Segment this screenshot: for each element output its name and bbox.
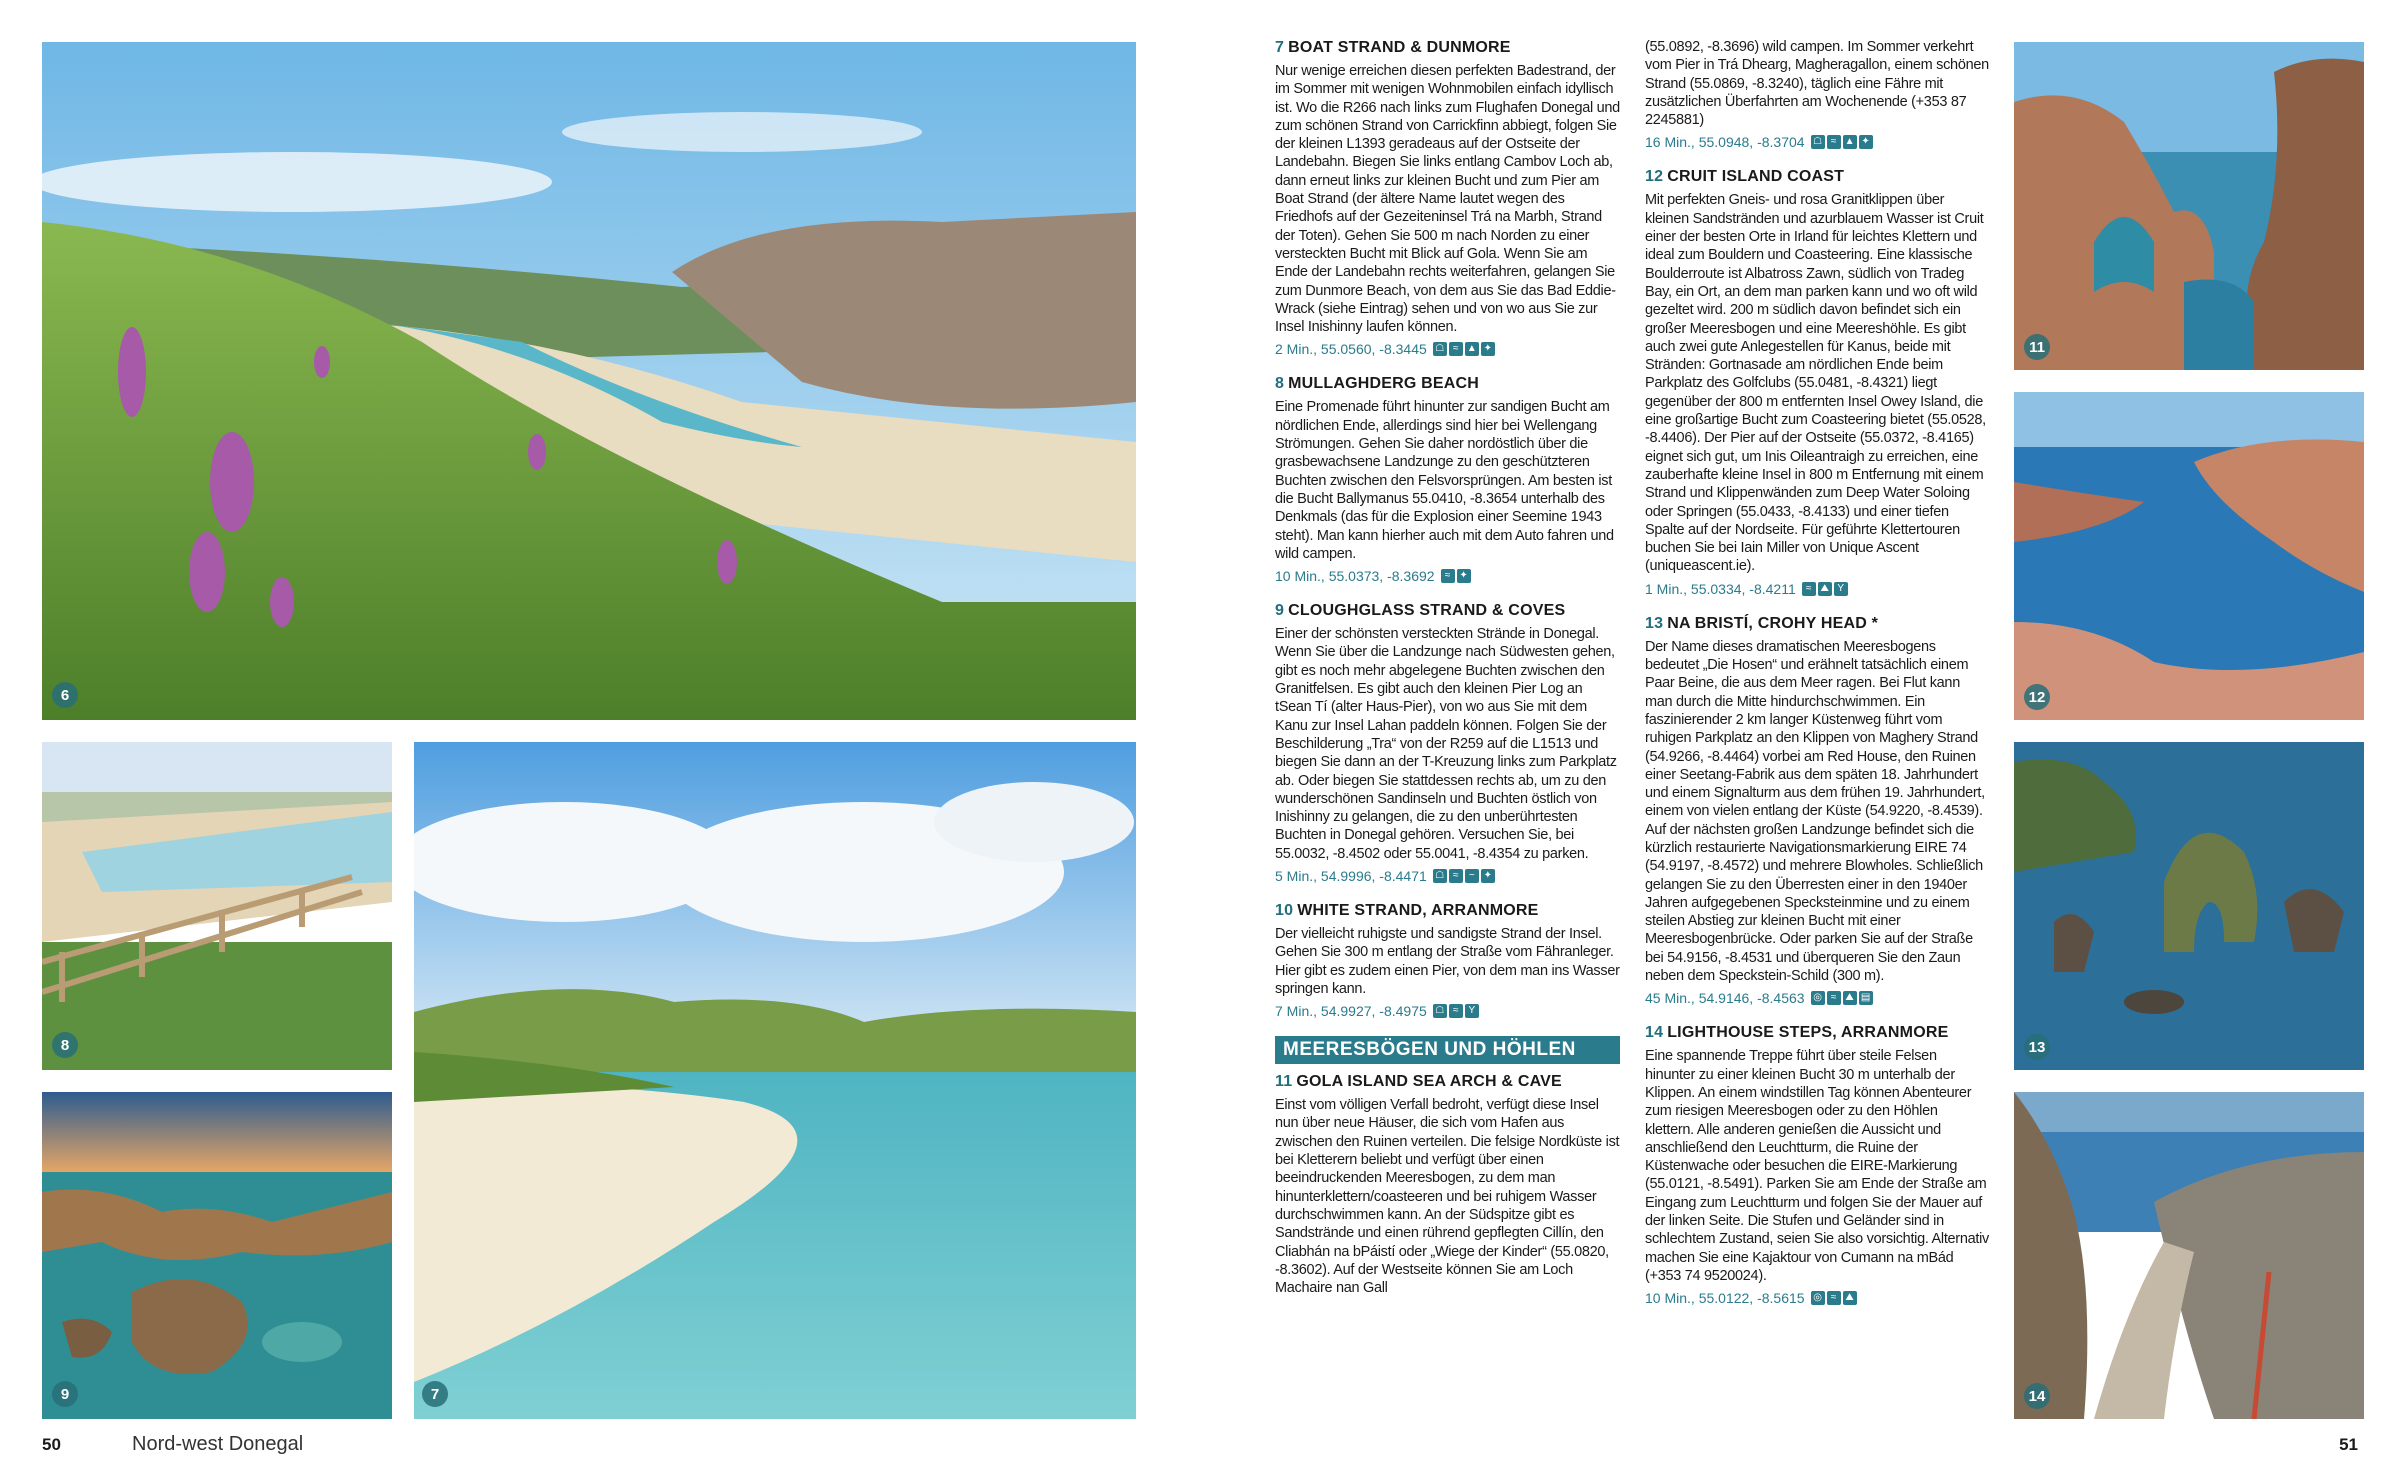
entry-10 <box>1275 901 1620 1020</box>
swim-icon: ≈ <box>1449 1004 1463 1018</box>
food-icon: Y <box>1834 582 1848 596</box>
entry-meta: 10 Min., 55.0122, -8.5615 ◎ ≈ ⛰ <box>1645 1289 1990 1307</box>
entry-heading: 8 MULLAGHDERG BEACH <box>1275 375 1480 393</box>
entry-heading: 13 NA BRISTÍ, CROHY HEAD * <box>1645 614 1879 632</box>
walk-icon: ☖ <box>1433 869 1447 883</box>
entry-heading: 11 GOLA ISLAND SEA ARCH & CAVE <box>1275 1073 1562 1091</box>
kayak-icon: ~ <box>1465 869 1479 883</box>
photo-number-badge: 14 <box>2024 1383 2050 1409</box>
swim-icon: ≈ <box>1827 1291 1841 1305</box>
chapter-title: Nord-west Donegal <box>132 1433 304 1455</box>
photo-9-aerial-islands <box>42 1092 392 1419</box>
entry-text: Der vielleicht ruhigste und sandigste Strand der Insel. Gehen Sie 300 m entlang der Straße vom Fähranleger. Hier gibt es zudem einen Pier, von dem man ins Wasser springen kann. <box>1275 925 1620 997</box>
amenity-icons <box>1433 342 1495 356</box>
entry-heading: 10 WHITE STRAND, ARRANMORE <box>1275 901 1539 919</box>
entry-text: Mit perfekten Gneis- und rosa Granitklippen über kleinen Sandstränden und azurblauem Wasser ist Cruit einer der besten Orte in Irland für leichtes Klettern und ideal zum Bouldern und Coasteering. Eine klassische Boulderroute ist Albatross Zawn, südlich von Tradeg Bay, ein Ort, an dem man parken kann und wo oft wild gezeltet wird. 200 m südlich davon befindet sich ein großer Meeresbogen und eine Meereshöhle. Es gibt auch zwei gute Anlegestellen für Kanus, beide mit Stränden: Gortnasade am nördlichen Ende beim Parkplatz des Golfclubs (55.0481, -8.4321) liegt gegenüber der 800 m entfernten Insel Owey Island, die eine großartige Bucht zum Coasteering bietet (55.0528, -8.4406). Der Pier auf der Ostseite (55.0372, -8.4165) eignet sich gut, um Inis Oileantraigh zu erreichen, eine zauberhafte kleine Insel in 800 m Entfernung mit einem Strand und Klippenwänden zum Deep Water Soloing oder Springen (55.0433, -8.4133) und einer tiefen Spalte auf der Nordseite. Für geführte Klettertouren buchen Sie bei Iain Miller von Unique Ascent (uniqueascent.ie). <box>1645 192 1986 575</box>
swim-icon: ≈ <box>1449 869 1463 883</box>
entry-heading: 14 LIGHTHOUSE STEPS, ARRANMORE <box>1645 1024 1949 1042</box>
entry-meta: 16 Min., 55.0948, -8.3704 ☖ ≈ ▲ ✦ <box>1645 133 1990 151</box>
text-column-right <box>1645 38 1990 1323</box>
climb-icon: ⛰ <box>1818 582 1832 596</box>
photo-12-cruit-rocks <box>2014 392 2364 720</box>
photo-6-dunes-orchids <box>42 42 1136 720</box>
photo-number-badge: 11 <box>2024 334 2050 360</box>
entry-11-continued <box>1645 38 1990 151</box>
map-icon: ▤ <box>1859 991 1873 1005</box>
amenity-icons <box>1441 569 1471 583</box>
photo-11-sea-arch <box>2014 42 2364 370</box>
photo-number-badge: 13 <box>2024 1034 2050 1060</box>
amenity-icons <box>1433 869 1495 883</box>
text-column-left <box>1275 38 1620 1313</box>
swim-icon: ≈ <box>1827 135 1841 149</box>
climb-icon: ⛰ <box>1843 1291 1857 1305</box>
view-icon: ✦ <box>1859 135 1873 149</box>
entry-meta: 7 Min., 54.9927, -8.4975 ☖ ≈ Y <box>1275 1002 1620 1020</box>
entry-text: Eine Promenade führt hinunter zur sandigen Bucht am nördlichen Ende, allerdings sind hier bei Wellengang Strömungen. Gehen Sie daher nordöstlich über die grasbewachsene Landzunge zu den geschützteren Buchten zwischen den Felsvorsprüngen. Am besten ist die Bucht Ballymanus 55.0410, -8.3654 unterhalb des Denkmals (das für die Explosion einer Seemine 1943 steht). Man kann hierher auch mit dem Auto fahren und wild campen. <box>1275 399 1614 562</box>
entry-12 <box>1645 167 1990 597</box>
climb-icon: ⛰ <box>1843 991 1857 1005</box>
view-icon: ✦ <box>1457 569 1471 583</box>
entry-9 <box>1275 601 1620 885</box>
entry-text: Eine spannende Treppe führt über steile Felsen hinunter zu einer kleinen Bucht 30 m unterhalb der Klippen. An einem windstillen Tag können Abenteurer zum riesigen Meeresbogen oder zu den Höhlen klettern. Alle anderen genießen die Aussicht und anschließend den Leuchtturm, die Ruine der Küstenwache oder besuchen die EIRE-Markierung (55.0121, -8.5491). Parken Sie am Ende der Straße am Eingang zum Leuchtturm und folgen Sie der Mauer auf der linken Seite. Die Stufen und Geländer sind in schlechtem Zustand, seien Sie also vorsichtig. Alternativ machen Sie eine Kajaktour von Cumann na mBád (+353 74 9520024). <box>1645 1048 1989 1284</box>
walk-icon: ☖ <box>1811 135 1825 149</box>
entry-13 <box>1645 614 1990 1008</box>
photo-number-badge: 8 <box>52 1032 78 1058</box>
photo-13-na-bristi <box>2014 742 2364 1070</box>
photo-number-badge: 7 <box>422 1381 448 1407</box>
entry-7 <box>1275 38 1620 358</box>
camp-icon: ▲ <box>1465 342 1479 356</box>
section-banner: MEERESBÖGEN UND HÖHLEN <box>1275 1036 1620 1064</box>
entry-text: Einst vom völligen Verfall bedroht, verfügt diese Insel nun über neue Häuser, die sich vom Hafen aus zwischen den Ruinen verteilen. Die felsige Nordküste ist bei Kletterern beliebt und verfügt über einen beeindruckenden Meeresbogen, zu dem man hinunterklettern/coasteeren und bei ruhigem Wasser durchschwimmen kann. An der Südspitze gibt es Sandstrände und einen rührend gepflegten Cillín, den Cliabhán na bPáistí oder „Wiege der Kinder“ (55.0820, -8.3602). Auf der Westseite können Sie am Loch Machaire nan Gall <box>1275 1097 1620 1297</box>
entry-meta: 2 Min., 55.0560, -8.3445 ☖ ≈ ▲ ✦ <box>1275 340 1620 358</box>
view-icon: ✦ <box>1481 869 1495 883</box>
walk-icon: ☖ <box>1433 1004 1447 1018</box>
photo-number-badge: 9 <box>52 1381 78 1407</box>
entry-text: Der Name dieses dramatischen Meeresbogens bedeutet „Die Hosen“ und erähnelt tatsächlich einem Paar Beine, die aus dem Meer ragen. Bei Flut kann man durch die Mitte hindurchschwimmen. Ein faszinierender 2 km langer Küstenweg führt vom ruhigen Parkplatz an den Klippen von Maghery Strand (54.9266, -8.4464) vorbei am Red House, den Ruinen einer Seetang-Fabrik aus dem späten 18. Jahrhundert und einem Signalturm aus dem frühen 19. Jahrhundert, einem von vielen entlang der Küste (54.9220, -8.4539). Auf der nächsten großen Landzunge befindet sich die kürzlich restaurierte Navigationsmarkierung EIRE 74 (54.9197, -8.4572) und mehrere Blowholes. Schließlich gelangen Sie zu den Überresten einer in den 1940er Jahren aufgegebenen Specksteinmine und zu einem steilen Abstieg zur kleinen Bucht mit einer Meeresbogenbrücke. Oder parken Sie auf der Straße bei 54.9156, -8.4531 und überqueren Sie den Zaun neben dem Speckstein-Schild (300 m). <box>1645 638 1985 985</box>
swim-icon: ≈ <box>1441 569 1455 583</box>
entry-text: (55.0892, -8.3696) wild campen. Im Sommer verkehrt vom Pier in Trá Dhearg, Magheragallon, einem schönen Strand (55.0869, -8.3240), täglich eine Fähre mit zusätzlichen Überfahrten am Wochenende (+353 87 2245881) <box>1645 39 1989 129</box>
photo-number-badge: 6 <box>52 682 78 708</box>
camp-icon: ▲ <box>1843 135 1857 149</box>
swim-icon: ≈ <box>1827 991 1841 1005</box>
page-number-right: 51 <box>2339 1435 2358 1454</box>
walk-icon: ☖ <box>1433 342 1447 356</box>
entry-meta: 45 Min., 54.9146, -8.4563 ◎ ≈ ⛰ ▤ <box>1645 989 1990 1007</box>
amenity-icons <box>1811 991 1873 1005</box>
swim-icon: ≈ <box>1449 342 1463 356</box>
entry-8 <box>1275 374 1620 585</box>
search-icon: ◎ <box>1811 991 1825 1005</box>
entry-text: Einer der schönsten versteckten Strände in Donegal. Wenn Sie über die Landzunge nach Südwesten gehen, gibt es noch mehr abgelegene Buchten zwischen den Granitfelsen. Es gibt auch den kleinen Pier Log an tSean Tí (alter Haus-Pier), von wo aus Sie mit dem Kanu zur Insel Lahan paddeln können. Folgen Sie der Beschilderung „Tra“ von der R259 auf die L1513 und biegen Sie dann an der T-Kreuzung links zum Parkplatz ab. Oder biegen Sie stattdessen rechts ab, um zu den wunderschönen Sandinseln und Buchten östlich von Inishinny zu gelangen, die zu den unberührtesten Buchten in Donegal gehören. Versuchen Sie, bei 55.0032, -8.4502 oder 55.0041, -8.4354 zu parken. <box>1275 626 1617 862</box>
entry-14 <box>1645 1023 1990 1307</box>
photo-number-badge: 12 <box>2024 684 2050 710</box>
entry-meta: 1 Min., 55.0334, -8.4211 ≈ ⛰ Y <box>1645 580 1990 598</box>
photo-8-boardwalk <box>42 742 392 1070</box>
food-icon: Y <box>1465 1004 1479 1018</box>
entry-heading: 9 CLOUGHGLASS STRAND & COVES <box>1275 602 1566 620</box>
amenity-icons <box>1811 135 1873 149</box>
amenity-icons <box>1433 1004 1479 1018</box>
swim-icon: ≈ <box>1802 582 1816 596</box>
photo-7-white-beach <box>414 742 1136 1419</box>
photo-14-lighthouse-steps <box>2014 1092 2364 1419</box>
amenity-icons <box>1811 1291 1857 1305</box>
entry-meta: 5 Min., 54.9996, -8.4471 ☖ ≈ ~ ✦ <box>1275 867 1620 885</box>
entry-meta: 10 Min., 55.0373, -8.3692 ≈ ✦ <box>1275 567 1620 585</box>
page-number-left: 50 <box>42 1435 61 1454</box>
entry-heading: 12 CRUIT ISLAND COAST <box>1645 168 1845 186</box>
search-icon: ◎ <box>1811 1291 1825 1305</box>
entry-heading: 7 BOAT STRAND & DUNMORE <box>1275 39 1511 56</box>
view-icon: ✦ <box>1481 342 1495 356</box>
entry-11 <box>1275 1072 1620 1297</box>
amenity-icons <box>1802 582 1848 596</box>
entry-text: Nur wenige erreichen diesen perfekten Badestrand, der im Sommer mit wenigen Wohnmobilen einfach idyllisch ist. Wo die R266 nach links zum Flughafen Donegal und zum schönen Strand von Carrickfinn abbiegt, folgen Sie der kleinen L1393 geradeaus auf der Ostseite der Landebahn. Biegen Sie links entlang Cambov Loch ab, dann erneut links zur kleinen Bucht und zum Pier am Boat Strand (der ältere Name lautet wegen des Friedhofs auf der Gezeiteninsel Trá na Marbh, Strand der Toten). Gehen Sie 500 m nach Norden zu einer versteckten Bucht mit Blick auf Gola. Wenn Sie am Ende der Landebahn rechts weiterfahren, gelangen Sie zum Dunmore Beach, von dem aus Sie das Bad Eddie-Wrack (siehe Eintrag) sehen und von wo aus Sie zur Insel Inishinny laufen können. <box>1275 63 1620 336</box>
